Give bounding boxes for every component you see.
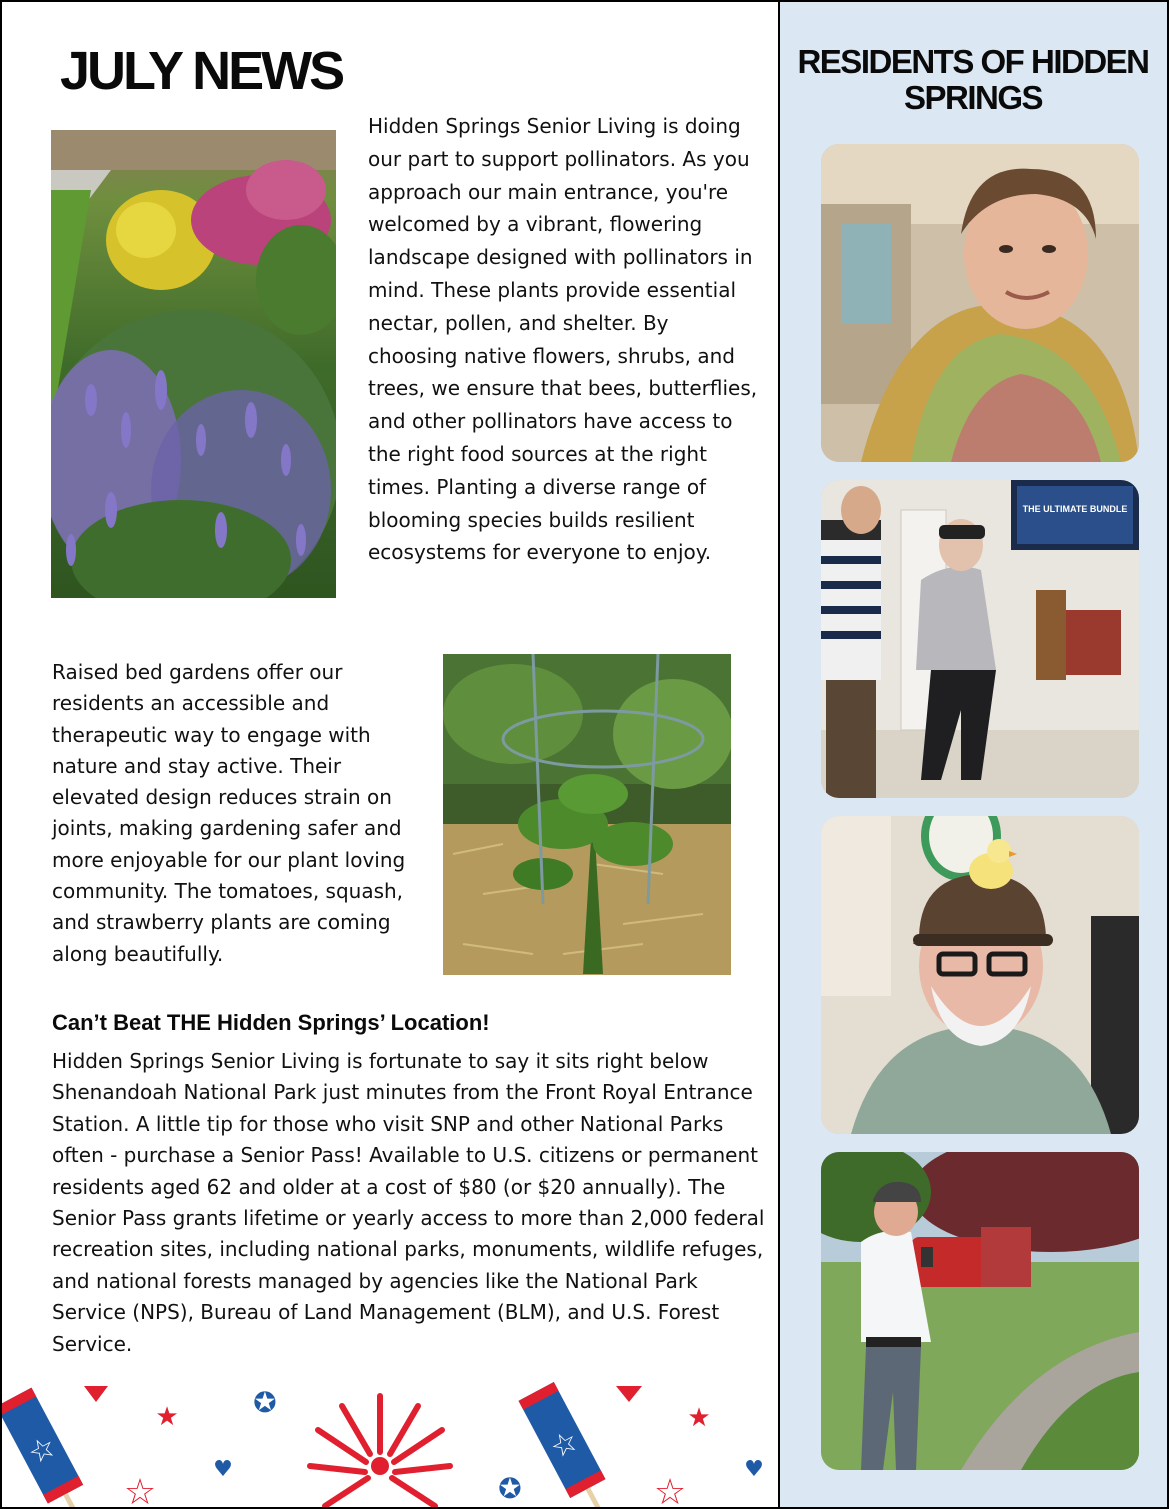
residents-sidebar: [778, 2, 1169, 1509]
sidebar-title: RESIDENTS OF HIDDEN SPRINGS: [797, 43, 1149, 116]
raised-bed-photo: [443, 654, 731, 975]
fireworks-decoration: [2, 1380, 776, 1509]
heart-shape: ♥: [213, 1457, 233, 1482]
triangle-shape: [84, 1386, 108, 1402]
flower-garden-photo: [51, 130, 336, 598]
svg-text:☆: ☆: [22, 1428, 63, 1473]
location-paragraph: Hidden Springs Senior Living is fortunate to say it sits right below Shenandoah National Park just minutes from the Front Royal Entrance Station. A little tip for those who visit SNP and other National Parks often - purchase a Senior Pass! Available to U.S. citizens or permanent residents aged 62 and older at a cost of $80 (or $20 annually). The Senior Pass grants lifetime or yearly access to more than 2,000 federal recreation sites, including national parks, monuments, wildlife refuges, and national forests managed by agencies like the National Park Service (NPS), Bureau of Land Management (BLM), and U.S. Forest Service.: [52, 1049, 765, 1356]
star-shape: ★: [155, 1402, 179, 1432]
resident-photo-woman-smiling: [821, 144, 1139, 462]
resident-photo-dancing: [821, 480, 1139, 798]
firework-rocket-right: [519, 1382, 625, 1509]
garden-paragraph: Raised bed gardens offer our residents an accessible and therapeutic way to engage with nature and stay active. Their elevated design reduces strain on joints, making gardening safer and more enjoyable for our plant loving community. The tomatoes, squash, and strawberry plants are coming along beautifully.: [52, 660, 406, 966]
triangle-shape: [616, 1386, 642, 1402]
star-outline-shape: ☆: [653, 1472, 687, 1509]
svg-text:☆: ☆: [544, 1423, 585, 1467]
firework-burst: [310, 1396, 450, 1506]
pollinators-paragraph: Hidden Springs Senior Living is doing our part to support pollinators. As you approach our main entrance, you're welcomed by a vibrant, flowering landscape designed with pollinators in mind. These plants provide essential nectar, pollen, and shelter. By choosing native flowers, shrubs, and trees, we ensure that bees, butterflies, and other pollinators have access to the right food sources at the right times. Planting a diverse range of blooming species builds resilient ecosystems for everyone to enjoy.: [368, 114, 758, 565]
resident-photo-man-with-chick: [821, 816, 1139, 1134]
resident-photo-man-outdoors: [821, 1152, 1139, 1470]
star-outline-shape: ☆: [123, 1472, 157, 1509]
star-shape: ✪: [498, 1472, 522, 1505]
star-shape: ★: [687, 1403, 711, 1433]
heart-shape: ♥: [744, 1457, 764, 1482]
page-title: JULY NEWS: [60, 41, 343, 101]
tv-screen-text: THE ULTIMATE BUNDLE: [1022, 504, 1128, 514]
location-heading: Can’t Beat THE Hidden Springs’ Location!: [52, 1010, 490, 1035]
firework-rocket-left: [2, 1388, 102, 1509]
star-shape: ✪: [253, 1386, 277, 1419]
